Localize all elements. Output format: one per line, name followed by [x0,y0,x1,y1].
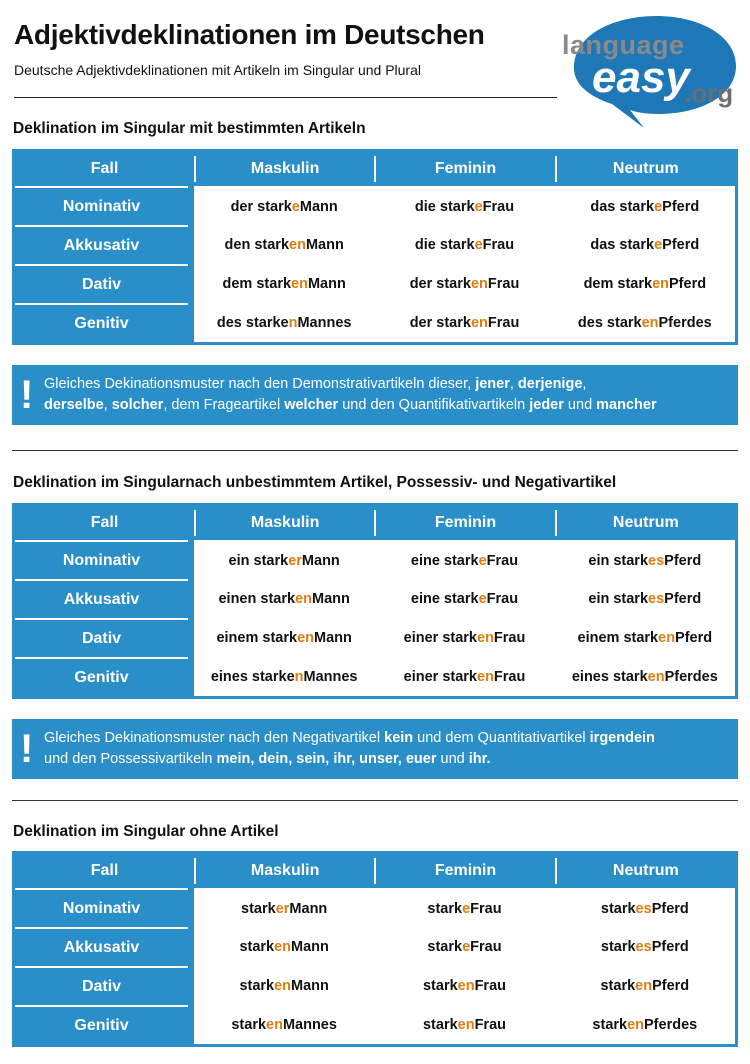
header-fall: Fall [90,514,119,531]
logo-word-org: .org [684,78,734,108]
note-text [44,728,728,770]
ending-highlight: en [289,236,306,253]
declension-cell [374,927,554,966]
article-stem: der stark [230,198,292,215]
table-row [194,303,735,342]
ending-highlight: en [658,629,676,646]
declension-cell [374,542,554,579]
case-label: Akkusativ [15,225,188,264]
declension-cell [555,966,735,1005]
article-stem: stark [241,900,276,917]
article-stem: den stark [224,236,290,253]
ending-highlight: e [474,198,483,215]
article-stem: der stark [409,275,471,292]
noun: Pferdes [658,314,712,331]
note-segment: , [582,376,587,392]
noun: Frau [487,314,520,331]
declension-cell [555,657,735,696]
ending-highlight: en [470,314,488,331]
table-row [194,927,735,966]
section-title-no-article: Deklination im Singular ohne Artikel [13,823,279,840]
table-header-row [15,506,735,540]
ending-highlight: es [635,938,652,955]
header-neutrum: Neutrum [555,858,735,884]
case-label: Nominativ [15,540,188,579]
article-stem: stark [600,938,636,955]
note-definite [12,365,738,425]
ending-highlight: en [266,1016,283,1033]
note-segment: , [103,397,112,413]
ending-highlight: en [477,629,494,646]
exclamation-icon: ! [20,373,34,417]
table-body [15,540,735,696]
declension-cell [555,264,735,303]
note-keyword: mein, dein, sein, ihr, unser, euer [216,751,437,767]
ending-highlight: er [288,552,302,569]
table-body [15,186,735,342]
noun: Mann [289,900,328,917]
case-column [15,540,194,696]
table-row [194,579,735,618]
article-stem: des starke [216,314,289,331]
header-fall: Fall [90,862,119,879]
ending-highlight: es [648,552,665,569]
declension-cell [374,618,554,657]
header-neutrum: Neutrum [555,510,735,536]
ending-highlight: e [654,236,663,253]
article-stem: stark [422,1016,458,1033]
table-row [194,225,735,264]
table-row [194,966,735,1005]
case-label: Genitiv [15,1005,188,1044]
header-fall: Fall [90,160,119,177]
table-row [194,264,735,303]
noun: Mann [314,629,352,646]
case-column [15,888,194,1044]
table-no-article [12,851,738,1047]
note-indefinite [12,719,738,779]
case-label: Nominativ [15,186,188,225]
article-stem: stark [239,977,275,994]
noun: Mannes [282,1016,337,1033]
article-stem: stark [600,900,636,917]
noun: Frau [482,236,515,253]
exclamation-icon: ! [20,727,34,771]
forms-grid [194,888,735,1044]
note-segment: und den Quantifikativartikeln [338,397,530,413]
article-stem: einer stark [403,629,477,646]
noun: Frau [470,938,502,955]
note-keyword: kein [384,730,414,746]
ending-highlight: e [654,198,663,215]
section-title-definite: Deklination im Singular mit bestimmten Artikeln [13,120,366,137]
table-row [194,618,735,657]
article-stem: eines starke [210,668,295,685]
header-maskulin: Maskulin [194,156,374,182]
noun: Frau [486,590,519,607]
declension-cell [555,225,735,264]
declension-cell [194,618,374,657]
article-stem: einem stark [577,629,659,646]
declension-cell [555,303,735,342]
declension-cell [194,542,374,579]
noun: Mann [305,236,344,253]
noun: Mannes [297,314,352,331]
ending-highlight: en [477,668,494,685]
table-row [194,657,735,696]
noun: Mann [307,275,346,292]
noun: Frau [474,1016,506,1033]
article-stem: stark [422,977,458,994]
header-maskulin: Maskulin [194,858,374,884]
ending-highlight: en [470,275,488,292]
note-keyword: jeder [529,397,564,413]
declension-cell [194,927,374,966]
table-header-row [15,854,735,888]
declension-cell [555,579,735,618]
table-row [194,888,735,927]
declension-cell [374,188,554,225]
note-keyword: welcher [284,397,339,413]
case-label: Dativ [15,264,188,303]
ending-highlight: n [294,668,304,685]
declension-cell [194,264,374,303]
header-feminin: Feminin [374,858,554,884]
article-stem: eine stark [410,552,479,569]
page-subtitle: Deutsche Adjektivdeklinationen mit Artikeln im Singular und Plural [14,62,421,78]
note-keyword: ihr. [468,751,491,767]
forms-grid [194,186,735,342]
note-keyword: jener [475,376,510,392]
article-stem: einen stark [218,590,296,607]
article-stem: ein stark [228,552,289,569]
article-stem: stark [600,977,636,994]
noun: Frau [493,668,526,685]
article-stem: das stark [590,236,655,253]
table-header-row [15,152,735,186]
ending-highlight: en [274,977,292,994]
note-segment: und den Possessivartikeln [44,751,217,767]
article-stem: ein stark [588,590,649,607]
noun: Frau [474,977,506,994]
noun: Pferdes [664,668,718,685]
case-column [15,186,194,342]
article-stem: eine stark [410,590,479,607]
noun: Pferd [669,275,707,292]
language-easy-logo[interactable] [560,10,742,130]
ending-highlight: en [457,1016,475,1033]
noun: Frau [482,198,515,215]
logo-word-easy: easy [592,53,690,102]
declension-cell [194,966,374,1005]
speech-bubble-icon [560,10,742,130]
ending-highlight: er [275,900,290,917]
declension-cell [374,579,554,618]
table-definite [12,149,738,345]
article-stem: eines stark [571,668,648,685]
note-keyword: solcher [111,397,164,413]
header-maskulin: Maskulin [194,510,374,536]
ending-highlight: e [462,900,471,917]
noun: Frau [486,552,519,569]
declension-cell [194,890,374,927]
ending-highlight: en [641,314,659,331]
noun: Frau [470,900,502,917]
ending-highlight: e [474,236,483,253]
noun: Pferd [664,552,702,569]
section-title-indefinite: Deklination im Singularnach unbestimmtem Artikel, Possessiv- und Negativartikel [13,474,617,491]
ending-highlight: e [478,552,487,569]
article-stem: einer stark [403,668,477,685]
article-stem: ein stark [588,552,649,569]
article-stem: stark [427,938,463,955]
noun: Pferd [662,236,700,253]
note-segment: Gleiches Dekinationsmuster nach den Demonstrativartikeln dieser, [44,376,476,392]
ending-highlight: e [478,590,487,607]
noun: Pferd [651,938,689,955]
ending-highlight: en [291,275,308,292]
note-segment: und [563,397,597,413]
noun: Pferd [652,977,690,994]
table-indefinite [12,503,738,699]
note-segment: und dem Quantitativartikel [413,730,590,746]
noun: Pferd [664,590,702,607]
ending-highlight: e [462,938,471,955]
note-segment: Gleiches Dekinationsmuster nach den Negativartikel [44,730,385,746]
note-keyword: mancher [596,397,657,413]
case-label: Genitiv [15,303,188,342]
ending-highlight: en [457,977,475,994]
ending-highlight: n [288,314,298,331]
declension-cell [374,264,554,303]
ending-highlight: en [297,629,314,646]
declension-cell [374,1005,554,1044]
declension-cell [194,1005,374,1044]
noun: Pferd [675,629,713,646]
noun: Pferd [651,900,689,917]
section-divider [12,800,738,801]
declension-cell [555,618,735,657]
note-segment: , [509,376,518,392]
header-neutrum: Neutrum [555,156,735,182]
declension-cell [194,225,374,264]
ending-highlight: en [627,1016,645,1033]
table-row [194,1005,735,1044]
ending-highlight: es [648,590,665,607]
ending-highlight: en [652,275,669,292]
article-stem: einem stark [216,629,298,646]
ending-highlight: en [295,590,312,607]
noun: Frau [487,275,520,292]
declension-cell [374,657,554,696]
ending-highlight: e [291,198,300,215]
declension-cell [194,188,374,225]
article-stem: die stark [414,198,475,215]
table-body [15,888,735,1044]
article-stem: stark [592,1016,628,1033]
declension-cell [374,225,554,264]
note-keyword: derselbe [44,397,104,413]
declension-cell [555,188,735,225]
table-row [194,540,735,579]
ending-highlight: en [274,938,292,955]
article-stem: der stark [409,314,471,331]
forms-grid [194,540,735,696]
article-stem: die stark [414,236,475,253]
declension-cell [555,1005,735,1044]
article-stem: stark [231,1016,267,1033]
page-title: Adjektivdeklinationen im Deutschen [14,19,485,50]
case-label: Akkusativ [15,927,188,966]
note-text [44,374,728,416]
case-label: Dativ [15,966,188,1005]
case-label: Akkusativ [15,579,188,618]
declension-cell [194,579,374,618]
article-stem: des stark [577,314,642,331]
declension-cell [374,303,554,342]
noun: Mann [301,552,340,569]
ending-highlight: en [635,977,653,994]
case-label: Genitiv [15,657,188,696]
logo-word-language: language [562,30,685,60]
note-keyword: derjenige [517,376,583,392]
ending-highlight: es [635,900,652,917]
header-feminin: Feminin [374,510,554,536]
table-row [194,186,735,225]
case-label: Nominativ [15,888,188,927]
declension-cell [374,890,554,927]
declension-cell [374,966,554,1005]
noun: Pferdes [644,1016,698,1033]
note-segment: und [436,751,469,767]
noun: Mann [291,977,329,994]
noun: Frau [493,629,526,646]
note-segment: , dem Frageartikel [163,397,285,413]
article-stem: stark [427,900,463,917]
header-feminin: Feminin [374,156,554,182]
section-divider [12,450,738,451]
noun: Pferd [662,198,700,215]
declension-cell [194,303,374,342]
page-header [14,18,559,78]
article-stem: dem stark [583,275,653,292]
noun: Mann [291,938,329,955]
declension-cell [555,542,735,579]
declension-cell [194,657,374,696]
declension-cell [555,927,735,966]
article-stem: stark [239,938,275,955]
noun: Mannes [303,668,358,685]
article-stem: dem stark [222,275,292,292]
declension-cell [555,890,735,927]
note-keyword: irgendein [589,730,655,746]
article-stem: das stark [590,198,655,215]
header-divider [14,97,557,98]
case-label: Dativ [15,618,188,657]
noun: Mann [299,198,338,215]
noun: Mann [311,590,350,607]
ending-highlight: en [647,668,665,685]
